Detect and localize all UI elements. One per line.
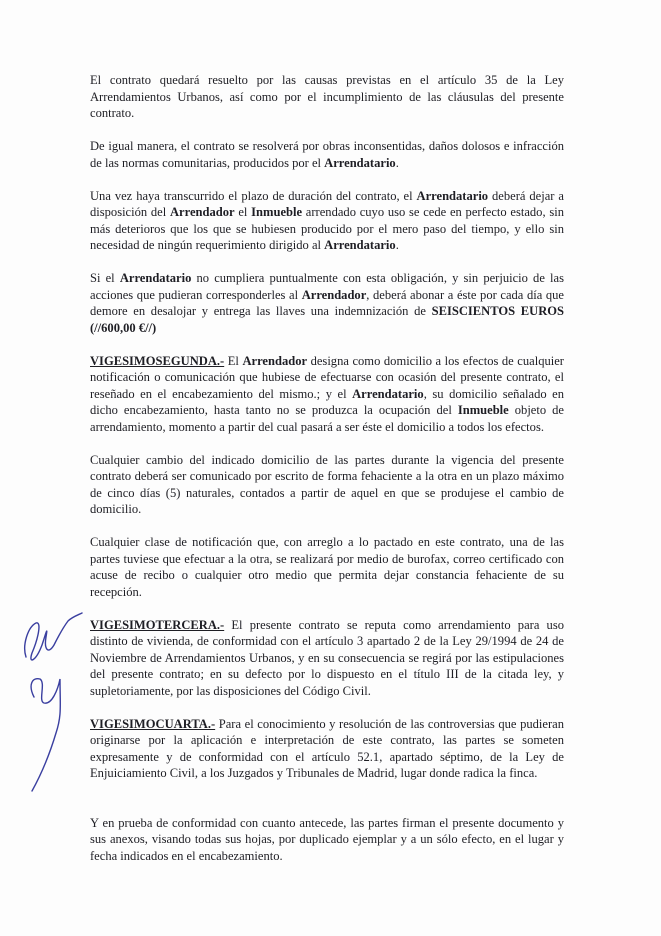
initials-stroke-upper [25,613,82,660]
clause-heading: VIGESIMOTERCERA.- [90,617,225,632]
paragraph-closing: Y en prueba de conformidad con cuanto antecede, las partes firman el presente documento y sus anexos, visando todas sus hojas, por duplicado ejemplar y a un sólo efecto, en el lugar y fecha indicados en el encabezamiento. [90,815,564,863]
contract-body [90,72,564,864]
initials-stroke-lower [31,679,60,791]
clause-heading: VIGESIMOSEGUNDA.- [90,353,225,368]
clause-vigesimosegunda: VIGESIMOSEGUNDA.- El Arrendador designa como domicilio a los efectos de cualquier notificación o comunicación que hubiese de efectuarse con ocasión del presente contrato, el reseñado en el encabezamiento del mismo.; y el Arrendatario, su domicilio señalado en dicho encabezamiento, hasta tanto no se produzca la ocupación del Inmueble objeto de arrendamiento, momento a partir del cual pasará a ser éste el domicilio a todos los efectos. [90,353,565,434]
paragraph-notifications: Cualquier clase de notificación que, con arreglo a lo pactado en este contrato, una de las partes tuviese que efectuar a la otra, se realizará por medio de burofax, correo certificado con acuse de recibo o cualquier otro medio que permita dejar constancia fehaciente de su recepción. [90,535,564,599]
paragraph-unauthorized-works: De igual manera, el contrato se resolverá por obras inconsentidas, daños dolosos e infracción de las normas comunitarias, producidos por el Arrendatario. [90,139,564,170]
paragraph-indemnity: Si el Arrendatario no cumpliera puntualmente con esta obligación, y sin perjuicio de las acciones que pudieran corresponderles al Arrendador, deberá abonar a éste por cada día que demore en desalojar y entrega las llaves una indemnización de SEISCIENTOS EUROS (//600,00 €//) [90,271,564,335]
indemnity-amount: SEISCIENTOS EUROS (//600,00 €//) [90,304,564,335]
clause-heading: VIGESIMOCUARTA.- [90,716,216,731]
clause-vigesimotercera: VIGESIMOTERCERA.- El presente contrato se reputa como arrendamiento para uso distinto de vivienda, de conformidad con el artículo 3 apartado 2 de la Ley 29/1994 de 24 de Noviembre de Arrendamientos Urbanos, y en su consecuencia se regirá por las estipulaciones del presente contrato; en su defecto por lo dispuesto en el título III de la citada ley, y supletoriamente, por las disposiciones del Código Civil. [90,617,564,698]
clause-vigesimocuarta: VIGESIMOCUARTA.- Para el conocimiento y resolución de las controversias que pudieran originarse por la aplicación e interpretación de este contrato, las partes se someten expresamente y de conformidad con el artículo 52.1, apartado séptimo, de la Ley de Enjuiciamiento Civil, a los Juzgados y Tribunales de Madrid, lugar donde radica la finca. [90,716,564,780]
paragraph-end-of-term: Una vez haya transcurrido el plazo de duración del contrato, el Arrendatario deberá dejar a disposición del Arrendador el Inmueble arrendado cuyo uso se cede en perfecto estado, sin más deterioros que los que se hubiesen producido por el mero paso del tiempo, y ello sin necesidad de ningún requerimiento dirigido al Arrendatario. [90,188,564,252]
handwritten-initials [18,605,88,795]
paragraph-address-change: Cualquier cambio del indicado domicilio de las partes durante la vigencia del presente contrato deberá ser comunicado por escrito de forma fehaciente a la otra en un plazo máximo de cinco días (5) naturales, contados a partir de aquel en que se produjese el cambio de domicilio. [90,452,564,516]
paragraph-resolution-causes: El contrato quedará resuelto por las causas previstas en el artículo 35 de la Ley Arrendamientos Urbanos, así como por el incumplimiento de las cláusulas del presente contrato. [90,73,564,120]
